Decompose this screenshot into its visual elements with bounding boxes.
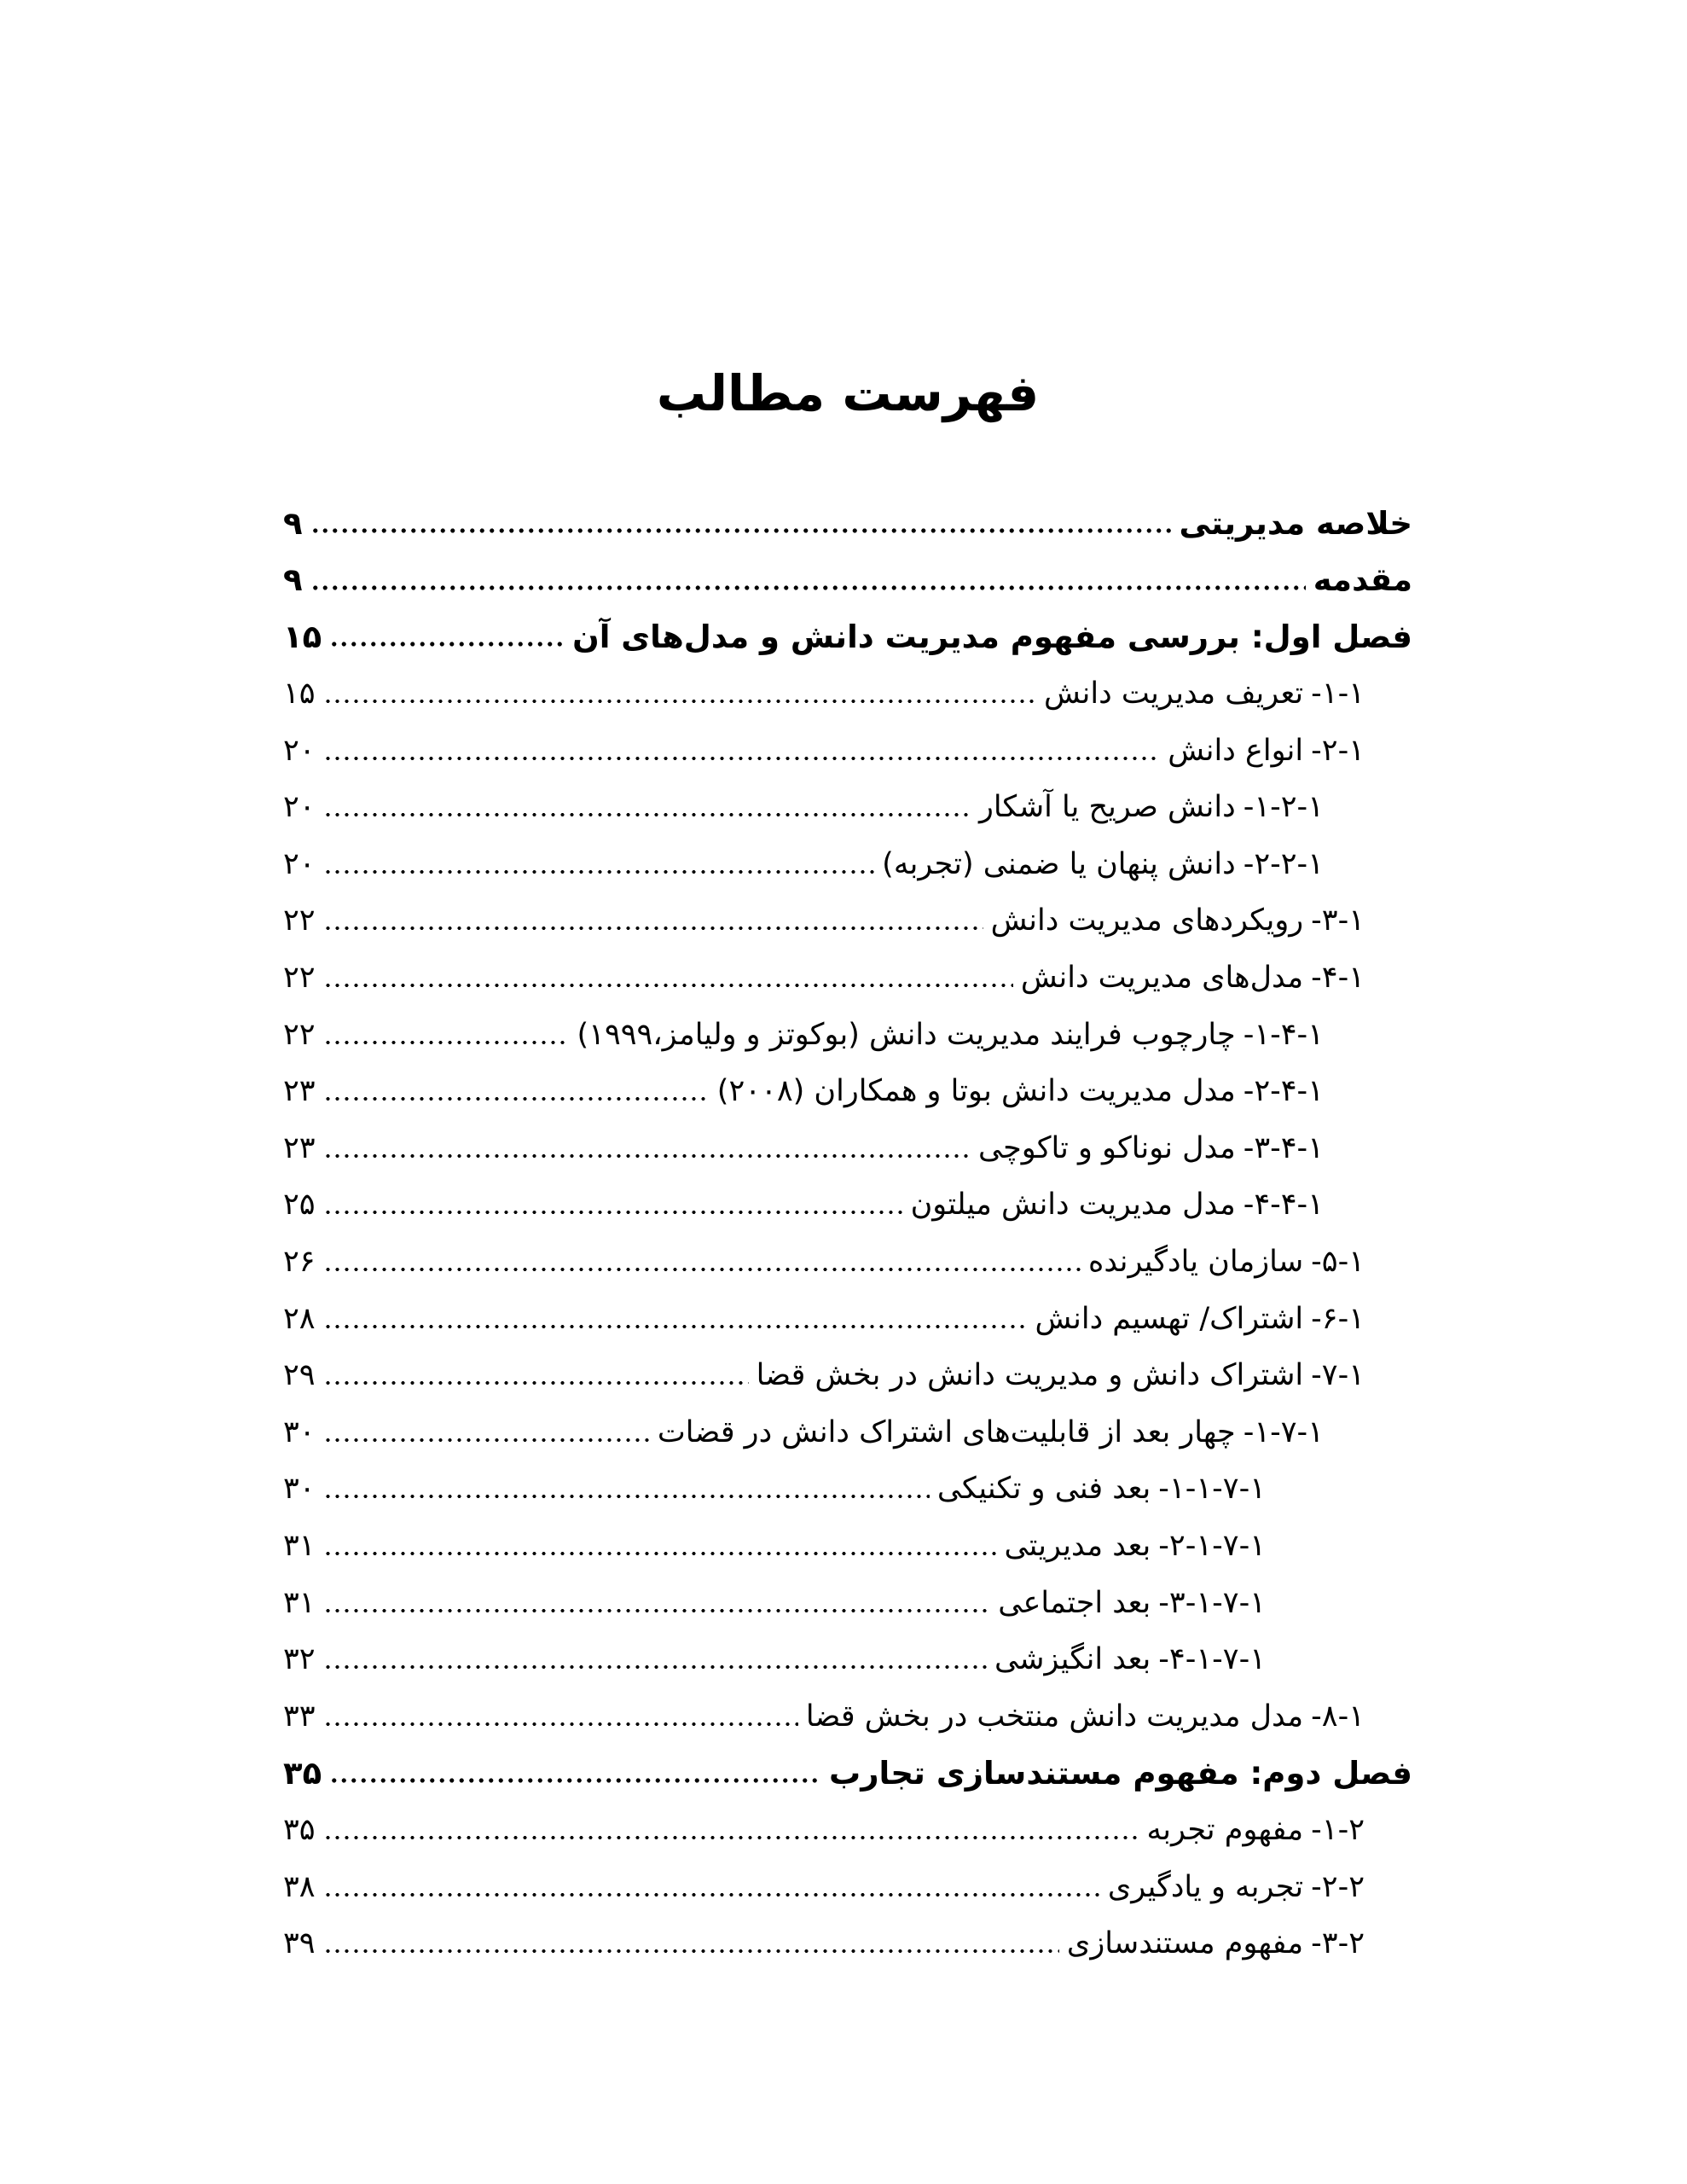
toc-list (283, 495, 1412, 1972)
entry-label: مقدمه (1313, 561, 1412, 599)
entry-label: مدل نوناکو و تاکوچی (977, 1130, 1236, 1165)
entry-label: چارچوب فرایند مدیریت دانش (بوکوتز و ولیامز،۱۹۹۹) (577, 1017, 1236, 1052)
entry-label: مفهوم مستندسازی (1066, 1926, 1304, 1961)
toc-entry (283, 608, 1412, 665)
entry-page-number: ۳۲ (283, 1642, 316, 1677)
dot-leader (323, 1494, 930, 1499)
entry-section-number: ۱-۷-۱-۲- (1158, 1528, 1266, 1563)
dot-leader (323, 812, 971, 817)
entry-section-number: ۱-۲-۲- (1243, 846, 1324, 881)
toc-entry (283, 1234, 1412, 1291)
entry-label: اشتراک/ تهسیم دانش (1035, 1301, 1304, 1336)
entry-page-number: ۳۳ (283, 1699, 316, 1734)
entry-section-number: ۱-۷- (1311, 1358, 1365, 1393)
dot-leader (323, 1267, 1081, 1272)
toc-entry (283, 1858, 1412, 1915)
dot-leader (323, 756, 1161, 761)
dot-leader (323, 1324, 1028, 1329)
toc-entry (283, 779, 1412, 836)
entry-page-number: ۲۲ (283, 1017, 316, 1052)
dot-leader (323, 1380, 749, 1385)
entry-page-number: ۲۰ (283, 790, 316, 825)
toc-entry (283, 552, 1412, 609)
entry-label: فصل دوم: مفهوم مستندسازی تجارب (829, 1754, 1412, 1792)
dot-leader (323, 1438, 650, 1443)
entry-section-number: ۱-۱- (1311, 677, 1365, 712)
entry-section-number: ۲-۱- (1311, 1812, 1365, 1847)
toc-entry (283, 1802, 1412, 1859)
entry-page-number: ۳۵ (283, 1754, 322, 1792)
page-title: فهرست مطالب (656, 364, 1040, 422)
entry-section-number: ۱-۴-۳- (1243, 1130, 1324, 1165)
entry-section-number: ۱-۷-۱-۳- (1158, 1585, 1266, 1620)
dot-leader (323, 1664, 987, 1670)
toc-entry (283, 495, 1412, 552)
entry-section-number: ۱-۴-۴- (1243, 1188, 1324, 1223)
toc-entry (283, 1687, 1412, 1745)
entry-page-number: ۱۵ (283, 677, 316, 712)
entry-label: دانش صریح یا آشکار (978, 790, 1236, 825)
entry-label: فصل اول: بررسی مفهوم مدیریت دانش و مدل‌های آن (572, 618, 1412, 655)
toc-entry (283, 1631, 1412, 1688)
toc-entry (283, 1461, 1412, 1518)
entry-page-number: ۲۲ (283, 961, 316, 996)
entry-section-number: ۱-۲-۱- (1243, 790, 1324, 825)
entry-page-number: ۲۵ (283, 1188, 316, 1223)
entry-page-number: ۲۸ (283, 1301, 316, 1336)
toc-entry (283, 892, 1412, 950)
dot-leader (323, 1608, 991, 1613)
toc-entry (283, 1518, 1412, 1575)
entry-label: تجربه و یادگیری (1107, 1869, 1304, 1904)
dot-leader (323, 1892, 1100, 1897)
dot-leader (323, 983, 1013, 988)
dot-leader (323, 1210, 903, 1215)
dot-leader (310, 585, 1306, 590)
entry-label: مدل مدیریت دانش بوتا و همکاران (۲۰۰۸) (716, 1074, 1236, 1109)
entry-label: بعد انگیزشی (994, 1642, 1151, 1677)
dot-leader (323, 1096, 710, 1101)
entry-label: بعد مدیریتی (1004, 1528, 1151, 1563)
dot-leader (323, 699, 1036, 704)
entry-label: بعد فنی و تکنیکی (936, 1472, 1151, 1507)
entry-page-number: ۲۲ (283, 903, 316, 938)
entry-page-number: ۳۱ (283, 1528, 316, 1563)
dot-leader (323, 1040, 570, 1045)
entry-label: مفهوم تجربه (1146, 1812, 1304, 1847)
entry-label: رویکردهای مدیریت دانش (990, 903, 1304, 938)
entry-section-number: ۱-۸- (1311, 1699, 1365, 1734)
dot-leader (323, 1949, 1059, 1954)
entry-page-number: ۳۱ (283, 1585, 316, 1620)
entry-section-number: ۱-۲- (1311, 733, 1365, 768)
dot-leader (323, 1153, 971, 1159)
dot-leader (310, 528, 1172, 533)
toc-entry (283, 1120, 1412, 1177)
toc-entry (283, 722, 1412, 779)
dot-leader (323, 926, 983, 931)
dot-leader (323, 869, 875, 874)
entry-label: خلاصه مدیریتی (1179, 504, 1412, 542)
entry-label: تعریف مدیریت دانش (1044, 677, 1304, 712)
entry-section-number: ۱-۷-۱- (1243, 1414, 1324, 1449)
entry-label: مدل مدیریت دانش منتخب در بخش قضا (805, 1699, 1304, 1734)
entry-section-number: ۲-۲- (1311, 1869, 1365, 1904)
entry-page-number: ۲۶ (283, 1245, 316, 1280)
dot-leader (323, 1722, 798, 1727)
entry-label: مدل مدیریت دانش میلتون (910, 1188, 1236, 1223)
toc-entry (283, 1404, 1412, 1461)
dot-leader (323, 1551, 997, 1556)
toc-entry (283, 836, 1412, 893)
entry-section-number: ۱-۷-۱-۱- (1158, 1472, 1266, 1507)
entry-label: انواع دانش (1168, 733, 1304, 768)
entry-label: دانش پنهان یا ضمنی (تجربه) (882, 846, 1236, 881)
entry-page-number: ۲۹ (283, 1358, 316, 1393)
entry-section-number: ۱-۳- (1311, 903, 1365, 938)
entry-page-number: ۲۳ (283, 1074, 316, 1109)
entry-section-number: ۲-۳- (1311, 1926, 1365, 1961)
entry-page-number: ۱۵ (283, 618, 322, 655)
entry-page-number: ۲۳ (283, 1130, 316, 1165)
toc-entry (283, 1006, 1412, 1063)
toc-entry (283, 1574, 1412, 1631)
entry-section-number: ۱-۴- (1311, 961, 1365, 996)
toc-entry (283, 1063, 1412, 1120)
toc-entry (283, 1290, 1412, 1347)
dot-leader (323, 1835, 1139, 1840)
entry-section-number: ۱-۶- (1311, 1301, 1365, 1336)
entry-page-number: ۲۰ (283, 846, 316, 881)
entry-page-number: ۳۰ (283, 1472, 316, 1507)
entry-page-number: ۲۰ (283, 733, 316, 768)
entry-section-number: ۱-۴-۱- (1243, 1017, 1324, 1052)
dot-leader (329, 1778, 821, 1783)
toc-entry (283, 950, 1412, 1007)
entry-page-number: ۳۵ (283, 1812, 316, 1847)
toc-entry (283, 1347, 1412, 1404)
entry-page-number: ۹ (283, 561, 303, 599)
entry-label: سازمان یادگیرنده (1088, 1245, 1304, 1280)
entry-label: اشتراک دانش و مدیریت دانش در بخش قضا (756, 1358, 1304, 1393)
entry-section-number: ۱-۵- (1311, 1245, 1365, 1280)
entry-page-number: ۳۰ (283, 1414, 316, 1449)
entry-label: چهار بعد از قابلیت‌های اشتراک دانش در قضات (657, 1414, 1236, 1449)
dot-leader (329, 642, 565, 647)
toc-entry (283, 665, 1412, 723)
entry-label: بعد اجتماعی (998, 1585, 1151, 1620)
entry-label: مدل‌های مدیریت دانش (1020, 961, 1304, 996)
entry-page-number: ۳۹ (283, 1926, 316, 1961)
toc-entry (283, 1176, 1412, 1234)
entry-section-number: ۱-۴-۲- (1243, 1074, 1324, 1109)
entry-section-number: ۱-۷-۱-۴- (1158, 1642, 1266, 1677)
entry-page-number: ۹ (283, 504, 303, 542)
toc-entry (283, 1745, 1412, 1802)
toc-entry (283, 1915, 1412, 1972)
entry-page-number: ۳۸ (283, 1869, 316, 1904)
